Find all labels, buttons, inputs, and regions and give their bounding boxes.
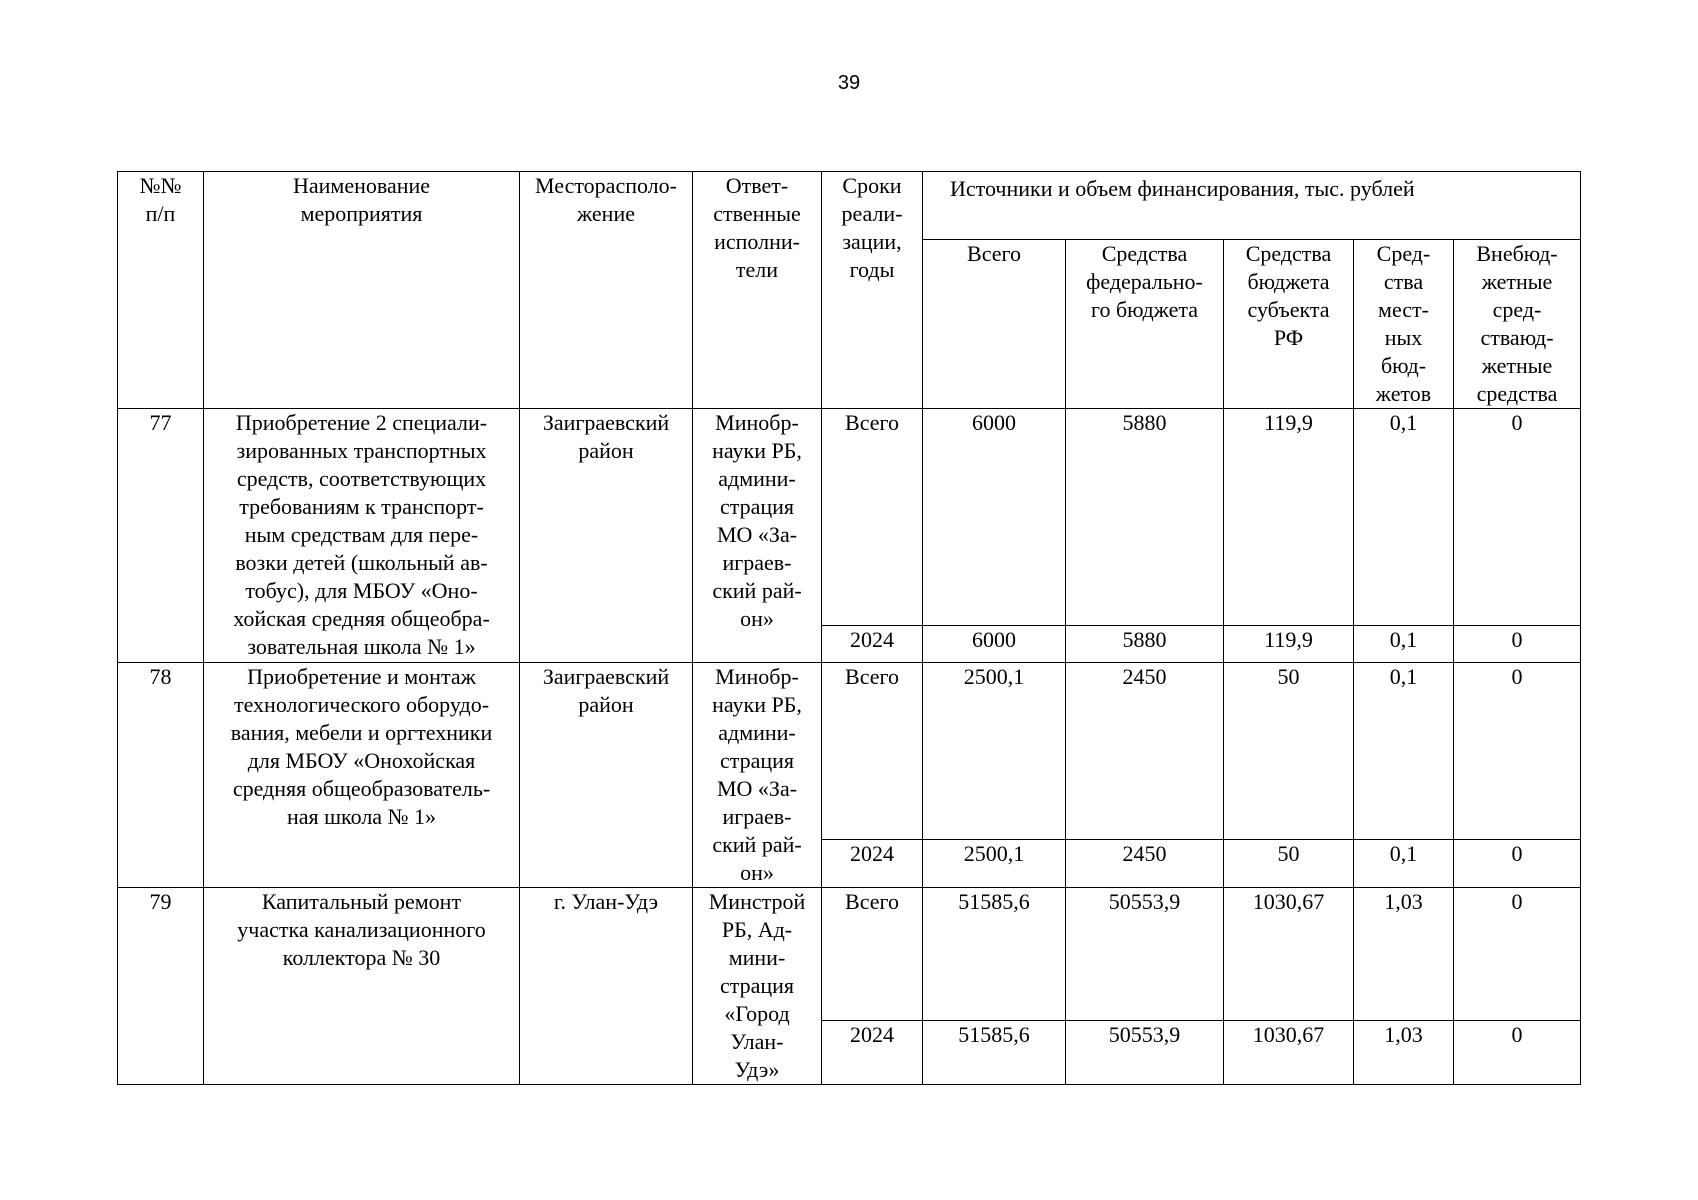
row-total: 6000	[923, 626, 1066, 663]
page-number: 39	[837, 72, 861, 94]
header-num: №№ п/п	[118, 172, 204, 409]
header-responsible: Ответ- ственные исполни- тели	[693, 172, 822, 409]
row-local: 1,03	[1354, 1021, 1454, 1085]
header-row	[118, 172, 1581, 240]
header-name: Наименование мероприятия	[204, 172, 520, 409]
row-num: 77	[118, 409, 204, 663]
row-num: 79	[118, 888, 204, 1085]
row-extra: 0	[1454, 1021, 1581, 1085]
table-row	[118, 663, 1581, 840]
row-federal: 2450	[1066, 839, 1224, 887]
header-federal: Средства федерально- го бюджета	[1066, 240, 1224, 409]
header-local: Сред- ства мест- ных бюд- жетов	[1354, 240, 1454, 409]
row-subject: 1030,67	[1224, 1021, 1354, 1085]
row-location: Заиграевский район	[520, 409, 693, 663]
header-sources: Источники и объем финансирования, тыс. рублей	[923, 172, 1581, 240]
row-responsible: Минобр- науки РБ, админи- страция МО «За- играев- ский рай- он»	[693, 409, 822, 663]
row-extra: 0	[1454, 626, 1581, 663]
row-local: 0,1	[1354, 663, 1454, 840]
row-federal: 50553,9	[1066, 1021, 1224, 1085]
row-local: 0,1	[1354, 409, 1454, 626]
row-federal: 2450	[1066, 663, 1224, 840]
row-total: 2500,1	[923, 663, 1066, 840]
table-row	[118, 888, 1581, 1021]
row-federal: 5880	[1066, 409, 1224, 626]
row-total: 2500,1	[923, 839, 1066, 887]
row-term: 2024	[822, 1021, 923, 1085]
row-term: 2024	[822, 839, 923, 887]
header-extrabudget: Внебюд- жетные сред- стваюд- жетные средства	[1454, 240, 1581, 409]
row-local: 0,1	[1354, 626, 1454, 663]
row-name: Приобретение и монтаж технологического оборудо- вания, мебели и оргтехники для МБОУ «Онохойская средняя общеобразователь- ная школа № 1»	[204, 663, 520, 888]
row-num: 78	[118, 663, 204, 888]
row-responsible: Минстрой РБ, Ад- мини- страция «Город Улан- Удэ»	[693, 888, 822, 1085]
header-total: Всего	[923, 240, 1066, 409]
row-subject: 50	[1224, 839, 1354, 887]
header-subject: Средства бюджета субъекта РФ	[1224, 240, 1354, 409]
row-federal: 5880	[1066, 626, 1224, 663]
row-extra: 0	[1454, 839, 1581, 887]
row-term: Всего	[822, 663, 923, 840]
financing-table	[117, 171, 1581, 1085]
row-subject: 119,9	[1224, 626, 1354, 663]
row-total: 51585,6	[923, 888, 1066, 1021]
row-federal: 50553,9	[1066, 888, 1224, 1021]
row-local: 0,1	[1354, 839, 1454, 887]
row-extra: 0	[1454, 888, 1581, 1021]
row-term: 2024	[822, 626, 923, 663]
row-name: Приобретение 2 специали- зированных транспортных средств, соответствующих требованиям к транспорт- ным средствам для пере- возки детей (школьный ав- тобус), для МБОУ «Оно- хойская средняя общеобра- зовательная школа № 1»	[204, 409, 520, 663]
row-extra: 0	[1454, 663, 1581, 840]
row-extra: 0	[1454, 409, 1581, 626]
row-local: 1,03	[1354, 888, 1454, 1021]
row-subject: 1030,67	[1224, 888, 1354, 1021]
header-terms: Сроки реали- зации, годы	[822, 172, 923, 409]
header-location: Месторасполо- жение	[520, 172, 693, 409]
row-responsible: Минобр- науки РБ, админи- страция МО «За- играев- ский рай- он»	[693, 663, 822, 888]
row-name: Капитальный ремонт участка канализационного коллектора № 30	[204, 888, 520, 1085]
row-term: Всего	[822, 409, 923, 626]
row-location: Заиграевский район	[520, 663, 693, 888]
table-row	[118, 409, 1581, 626]
row-term: Всего	[822, 888, 923, 1021]
row-subject: 50	[1224, 663, 1354, 840]
row-total: 6000	[923, 409, 1066, 626]
row-location: г. Улан-Удэ	[520, 888, 693, 1085]
row-total: 51585,6	[923, 1021, 1066, 1085]
row-subject: 119,9	[1224, 409, 1354, 626]
